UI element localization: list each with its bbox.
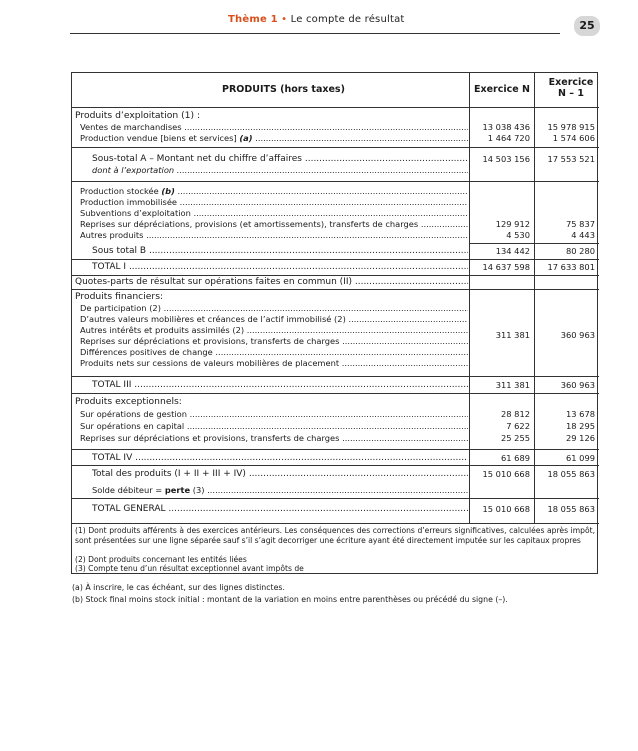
value-total-i-n: 14 637 598: [482, 262, 530, 272]
value-autres-produits-n1: 4 443: [571, 230, 595, 240]
row-label-total-general: TOTAL GÉNÉRAL .....: [92, 504, 468, 515]
value-total-general-n1: 18 055 863: [547, 504, 595, 514]
footnote-ref: (1) :: [181, 110, 201, 121]
header-divider: [72, 107, 599, 108]
row-divider: [72, 498, 599, 499]
row-label-total-iii: TOTAL III .....: [92, 380, 468, 391]
column-header-n1-line2: N – 1: [558, 87, 584, 99]
row-label-reprises-amortissements: Reprises sur dépréciations, provisions (et amortissements), transferts de charges .....: [80, 219, 468, 230]
row-label-subventions: Subventions d’exploitation .....: [80, 208, 468, 219]
row-label-reprises-financieres: Reprises sur dépréciations et provisions, transferts de charges .....: [80, 336, 468, 347]
column-header-n1-line1: Exercice: [548, 77, 594, 88]
row-label-reprises-exceptionnelles: Reprises sur dépréciations et provisions, transferts de charges .....: [80, 433, 468, 444]
separator-bullet: •: [281, 14, 288, 25]
column-header-exercice-n: Exercice N: [474, 84, 530, 95]
row-label-autres-interets: Autres intérêts et produits assimilés (2) .....: [80, 325, 468, 336]
row-label-quotes-parts: Quotes-parts de résultat sur opérations faites en commun (II) .....: [75, 277, 468, 288]
row-label-ventes: Ventes de marchandises .....: [80, 122, 468, 133]
value-total-produits-n: 15 010 668: [482, 469, 530, 479]
value-capital-n: 7 622: [506, 421, 530, 431]
row-label-operations-capital: Sur opérations en capital .....: [80, 421, 468, 432]
table-note-1: (1) Dont produits afférents à des exercices antérieurs. Les conséquences des corrections d’erreurs significatives, calculées après impôt, sont présentées sur une ligne séparée sauf s’il s’agit decorriger une écriture ayant été directement imputée sur les capitaux propres: [75, 526, 595, 545]
footnote-b: (b) Stock final moins stock initial : montant de la variation en moins entre parenthèses ou précédé du signe (–).: [72, 595, 508, 604]
value-sous-total-a-n: 14 503 156: [482, 154, 530, 164]
value-total-iii-n: 311 381: [495, 380, 530, 390]
value-reprises-exc-n1: 29 126: [565, 433, 595, 443]
value-financiers-n: 311 381: [495, 330, 530, 340]
row-label-operations-gestion: Sur opérations de gestion .....: [80, 409, 468, 420]
row-label-autres-produits: Autres produits .....: [80, 230, 468, 241]
column-header-products: PRODUITS (hors taxes): [222, 84, 345, 95]
row-divider: [72, 289, 599, 290]
table-note-2: (2) Dont produits concernant les entités liées: [75, 555, 247, 564]
value-reprises-exc-n: 25 255: [500, 433, 530, 443]
value-reprises-n: 129 912: [495, 219, 530, 229]
value-total-i-n1: 17 633 801: [547, 262, 595, 272]
row-divider: [72, 259, 599, 260]
running-head: [0, 0, 638, 32]
value-production-vendue-n1: 1 574 606: [552, 133, 595, 143]
value-total-iv-n: 61 689: [500, 453, 530, 463]
value-production-vendue-n: 1 464 720: [487, 133, 530, 143]
row-label-differences-change: Différences positives de change .....: [80, 347, 468, 358]
row-label-dont-export: dont à l’exportation .....: [92, 165, 468, 176]
header-rule: [70, 33, 560, 34]
value-reprises-n1: 75 837: [565, 219, 595, 229]
row-label-total-i: TOTAL I .....: [92, 262, 468, 273]
value-total-iv-n1: 61 099: [565, 453, 595, 463]
footnote-a: (a) À inscrire, le cas échéant, sur des lignes distinctes.: [72, 583, 285, 592]
value-ventes-n: 13 038 436: [482, 122, 530, 132]
row-divider: [72, 465, 599, 466]
row-label-total-iv: TOTAL IV .....: [92, 453, 468, 464]
row-divider: [72, 275, 599, 276]
section-title-financiers: Produits financiers:: [75, 291, 164, 302]
row-divider: [72, 393, 599, 394]
row-label-production-stockee: Production stockée (b) .....: [80, 186, 468, 197]
value-ventes-n1: 15 978 915: [547, 122, 595, 132]
row-divider: [72, 181, 599, 182]
running-head-title: [228, 14, 405, 25]
row-label-production-immobilisee: Production immobilisée .....: [80, 197, 468, 208]
value-sous-total-b-n: 134 442: [495, 246, 530, 256]
row-label-sous-total-b: Sous total B .....: [92, 246, 468, 257]
value-total-iii-n1: 360 963: [560, 380, 595, 390]
row-divider: [72, 376, 599, 377]
row-label-autres-valeurs: D’autres valeurs mobilières et créances de l’actif immobilisé (2) .....: [80, 314, 468, 325]
row-divider: [72, 147, 599, 148]
value-sous-total-b-n1: 80 280: [565, 246, 595, 256]
row-divider: [72, 449, 599, 450]
row-divider: [469, 243, 599, 244]
chapter-subtitle: Le compte de résultat: [290, 14, 405, 25]
value-gestion-n1: 13 678: [565, 409, 595, 419]
row-label-produits-nets: Produits nets sur cessions de valeurs mobilières de placement .....: [80, 358, 468, 369]
value-autres-produits-n: 4 530: [506, 230, 530, 240]
row-label-de-participation: De participation (2) .....: [80, 303, 468, 314]
column-header-exercice-n1: [544, 78, 598, 99]
row-label-solde-debiteur: Solde débiteur = perte (3) .....: [92, 485, 468, 496]
row-label-sous-total-a: Sous-total A – Montant net du chiffre d’affaires .....: [92, 154, 468, 165]
value-total-produits-n1: 18 055 863: [547, 469, 595, 479]
theme-label: Thème 1: [228, 14, 278, 25]
value-sous-total-a-n1: 17 553 521: [547, 154, 595, 164]
section-title-text: Produits d’exploitation: [75, 110, 179, 121]
value-total-general-n: 15 010 668: [482, 504, 530, 514]
page-number-badge: 25: [574, 16, 600, 36]
value-gestion-n: 28 812: [500, 409, 530, 419]
section-title-exceptionnels: Produits exceptionnels:: [75, 396, 182, 407]
row-label-total-produits: Total des produits (I + II + III + IV) .....: [92, 469, 468, 480]
row-label-production-vendue: Production vendue [biens et services] (a) .....: [80, 133, 468, 144]
income-statement-table: [71, 72, 598, 574]
value-financiers-n1: 360 963: [560, 330, 595, 340]
value-capital-n1: 18 295: [565, 421, 595, 431]
section-title-exploitation: [75, 111, 200, 122]
notes-divider: [72, 523, 599, 524]
table-note-3: (3) Compte tenu d’un résultat exceptionnel avant impôts de: [75, 564, 304, 573]
